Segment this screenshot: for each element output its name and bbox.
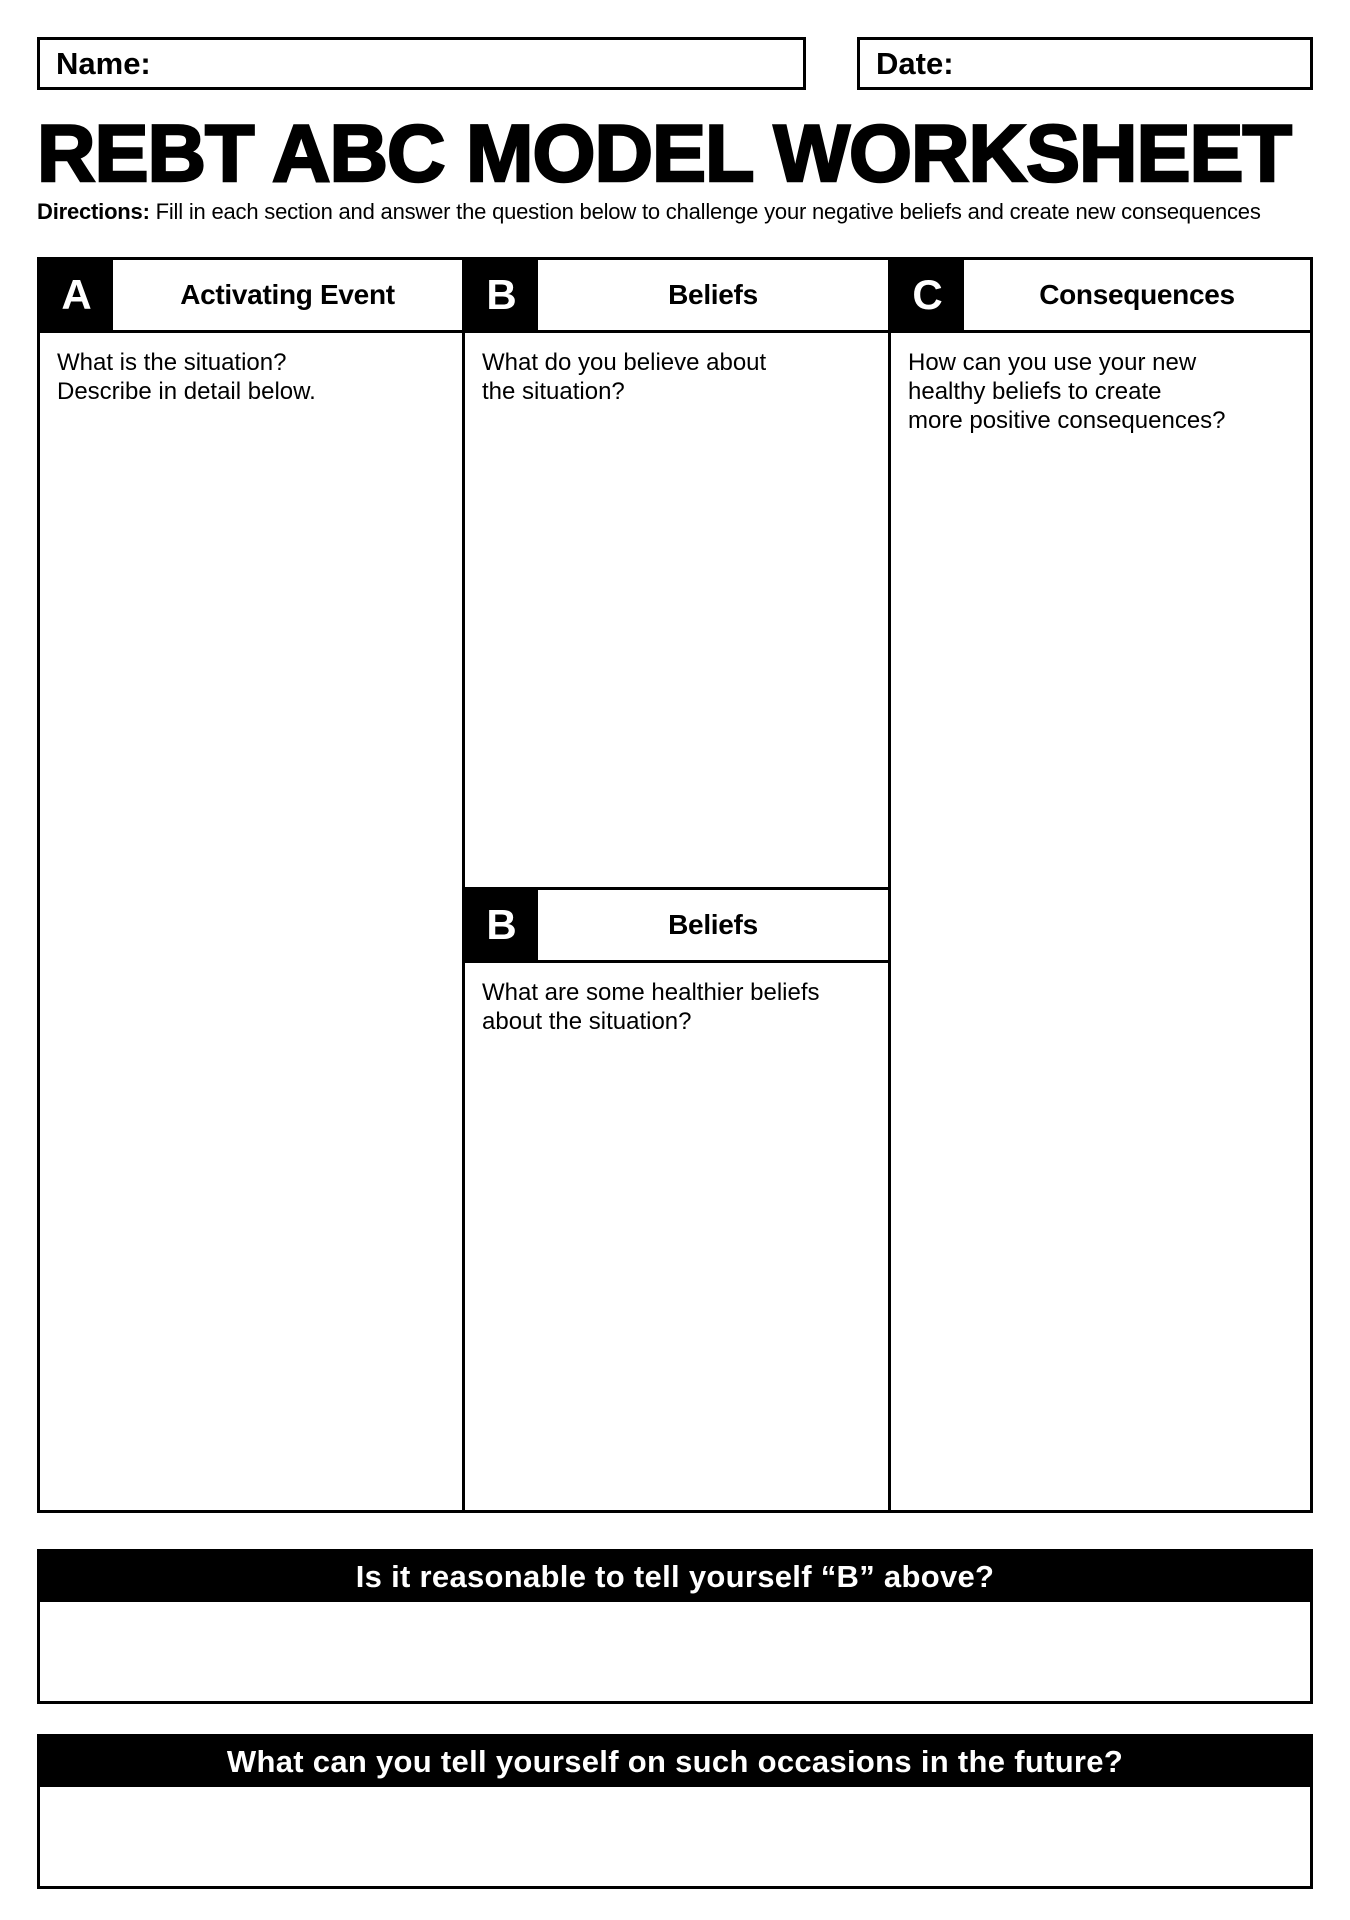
section-a-header (40, 260, 462, 333)
name-field[interactable] (37, 37, 806, 90)
directions-label: Directions: (37, 199, 150, 224)
section-beliefs (462, 257, 891, 890)
prompt-line: What is the situation? (57, 349, 287, 376)
section-consequences (888, 257, 1313, 1513)
question-future-heading: What can you tell yourself on such occasions in the future? (40, 1737, 1310, 1787)
date-label: Date: (876, 45, 954, 81)
section-b2-prompt (482, 978, 876, 1036)
section-a-answer-area[interactable] (40, 420, 462, 1510)
section-b-prompt (482, 348, 876, 406)
section-b2-answer-area[interactable] (465, 1050, 888, 1510)
section-c-title: Consequences (1039, 279, 1235, 310)
question-reasonable-heading: Is it reasonable to tell yourself “B” above? (40, 1552, 1310, 1602)
question-future-answer[interactable] (40, 1787, 1310, 1886)
worksheet-title: REBT ABC MODEL WORKSHEET (37, 109, 1292, 199)
section-healthier-beliefs (462, 887, 891, 1513)
directions (37, 199, 1317, 225)
question-future (37, 1734, 1313, 1889)
section-c-answer-area[interactable] (891, 420, 1310, 1510)
directions-text: Fill in each section and answer the question below to challenge your negative beliefs and create new consequences (149, 199, 1261, 224)
prompt-line: How can you use your new (908, 349, 1197, 376)
section-a-title: Activating Event (180, 279, 395, 310)
section-b2-letter: B (465, 890, 538, 960)
section-b-letter: B (465, 260, 538, 330)
prompt-line: the situation? (482, 378, 625, 405)
section-b2-title: Beliefs (668, 909, 758, 940)
question-reasonable (37, 1549, 1313, 1704)
section-c-header (891, 260, 1310, 333)
section-b-answer-area[interactable] (465, 420, 888, 887)
section-activating-event (37, 257, 465, 1513)
prompt-line: about the situation? (482, 1008, 692, 1035)
section-a-letter: A (40, 260, 113, 330)
prompt-line: What are some healthier beliefs (482, 979, 820, 1006)
name-label: Name: (56, 45, 151, 81)
section-b-title: Beliefs (668, 279, 758, 310)
section-c-letter: C (891, 260, 964, 330)
question-reasonable-answer[interactable] (40, 1602, 1310, 1701)
section-b-header (465, 260, 888, 333)
prompt-line: Describe in detail below. (57, 378, 316, 405)
section-b2-header (465, 890, 888, 963)
prompt-line: What do you believe about (482, 349, 767, 376)
prompt-line: healthy beliefs to create (908, 378, 1162, 405)
date-field[interactable] (857, 37, 1313, 90)
prompt-line: more positive consequences? (908, 407, 1226, 434)
section-a-prompt (57, 348, 450, 406)
